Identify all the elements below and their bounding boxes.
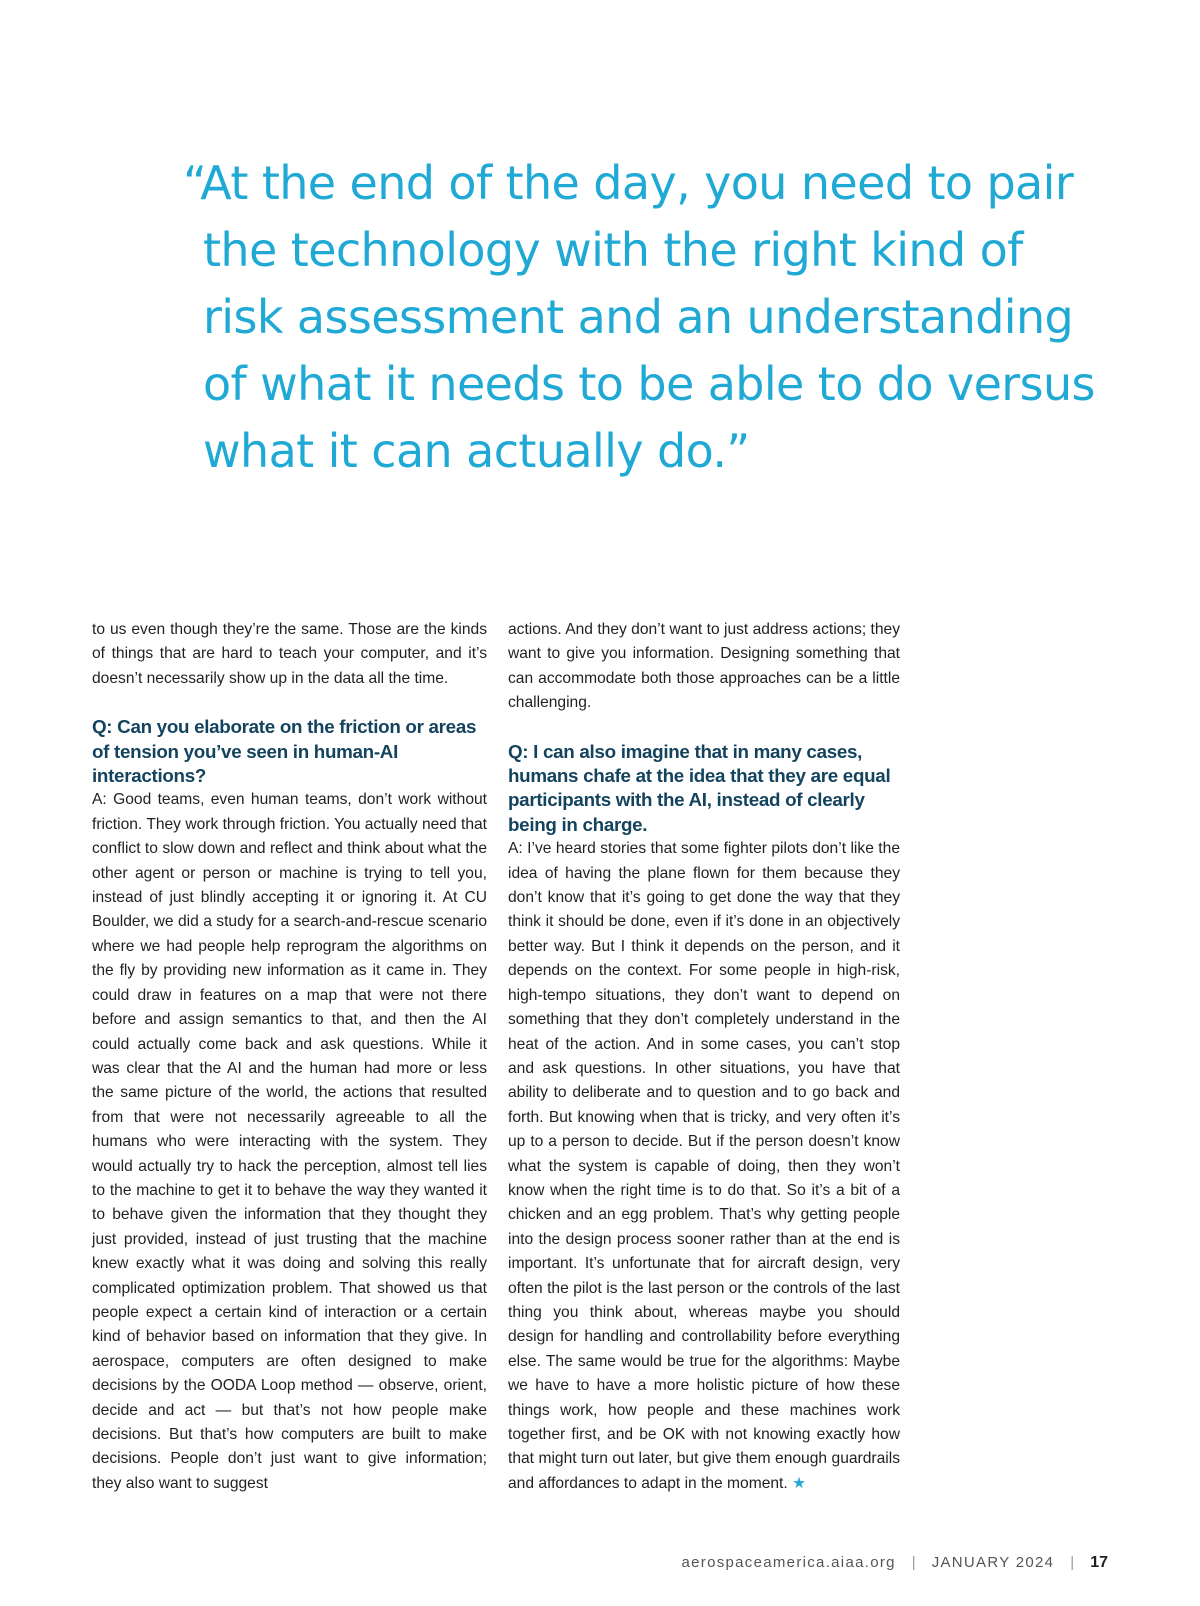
end-star-icon: ★	[792, 1474, 807, 1492]
pull-quote-line: of what it needs to be able to do versus	[203, 357, 1095, 411]
footer-separator: |	[911, 1554, 916, 1571]
pull-quote-line: risk assessment and an understanding	[203, 290, 1074, 344]
answer-paragraph	[508, 837, 900, 1496]
pull-quote-line: “At the end of the day, you need to pair	[183, 156, 1074, 210]
answer-text: A: I’ve heard stories that some fighter pilots don’t like the idea of having the plane flown for them because they don’t know that it’s going to get done the way that they think it should be done, even if it’s done in an objectively better way. But I think it depends on the person, and it depends on the context. For some people in high-risk, high-tempo situations, they don’t want to depend on something that they don’t completely understand in the heat of the action. And in some cases, you can’t stop and ask questions. In other situations, you have that ability to deliberate and to question and to go back and forth. But knowing when that is tricky, and very often it’s up to a person to decide. But if the person doesn’t know what the system is capable of doing, then they won’t know when the right time is to do that. So it’s a bit of a chicken and an egg problem. That’s why getting people into the design process sooner rather than at the end is important. It’s unfortunate that for aircraft design, very often the pilot is the last person or the controls of the last thing you think about, whereas maybe you should design for handling and controllability before everything else. The same would be true for the algorithms: Maybe we have to have a more holistic picture of how these things work, how people and these machines work together first, and be OK with not knowing exactly how that might turn out later, but give them enough guardrails and affordances to adapt in the moment.	[508, 840, 900, 1492]
footer-issue-date: JANUARY 2024	[931, 1554, 1055, 1571]
question-heading: Q: Can you elaborate on the friction or areas of tension you’ve seen in human-AI interactions?	[92, 716, 477, 787]
right-column	[508, 618, 900, 1496]
continued-paragraph: actions. And they don’t want to just address actions; they want to give you information. Designing something that can accommodate both those approaches can be a little challenging.	[508, 621, 900, 712]
pull-quote	[183, 150, 1095, 485]
page-number: 17	[1090, 1554, 1108, 1571]
question-heading: Q: I can also imagine that in many cases, humans chafe at the idea that they are equal participants with the AI, instead of clearly being in charge.	[508, 740, 891, 835]
left-column	[92, 618, 487, 1496]
footer-separator: |	[1070, 1554, 1075, 1571]
footer-website: aerospaceamerica.aiaa.org	[681, 1554, 896, 1571]
pull-quote-line: what it can actually do.”	[203, 424, 750, 478]
pull-quote-line: the technology with the right kind of	[203, 223, 1023, 277]
answer-paragraph: A: Good teams, even human teams, don’t work without friction. They work through friction. You actually need that conflict to slow down and reflect and think about what the other agent or person or machine is trying to tell you, instead of just blindly accepting it or ignoring it. At CU Boulder, we did a study for a search-and-rescue scenario where we had people help reprogram the algorithms on the fly by providing new information as it came in. They could draw in features on a map that were not there before and assign semantics to that, and then the AI could actually come back and ask questions. While it was clear that the AI and the human had more or less the same picture of the world, the actions that resulted from that were not necessarily agreeable to all the humans who were interacting with the system. They would actually try to hack the perception, almost tell lies to the machine to get it to behave the way they wanted it to behave given the information that they thought they just provided, instead of just trusting that the machine knew exactly what it was doing and solving this really complicated optimization problem. That showed us that people expect a certain kind of interaction or a certain kind of behavior based on information that they give. In aerospace, computers are often designed to make decisions by the OODA Loop method — observe, orient, decide and act — but that’s not how people make decisions. But that’s how computers are built to make decisions. People don’t just want to give information; they also want to suggest	[92, 791, 487, 1492]
continued-paragraph: to us even though they’re the same. Those are the kinds of things that are hard to teach your computer, and it’s doesn’t necessarily show up in the data all the time.	[92, 621, 487, 687]
page-footer	[682, 1554, 1109, 1572]
